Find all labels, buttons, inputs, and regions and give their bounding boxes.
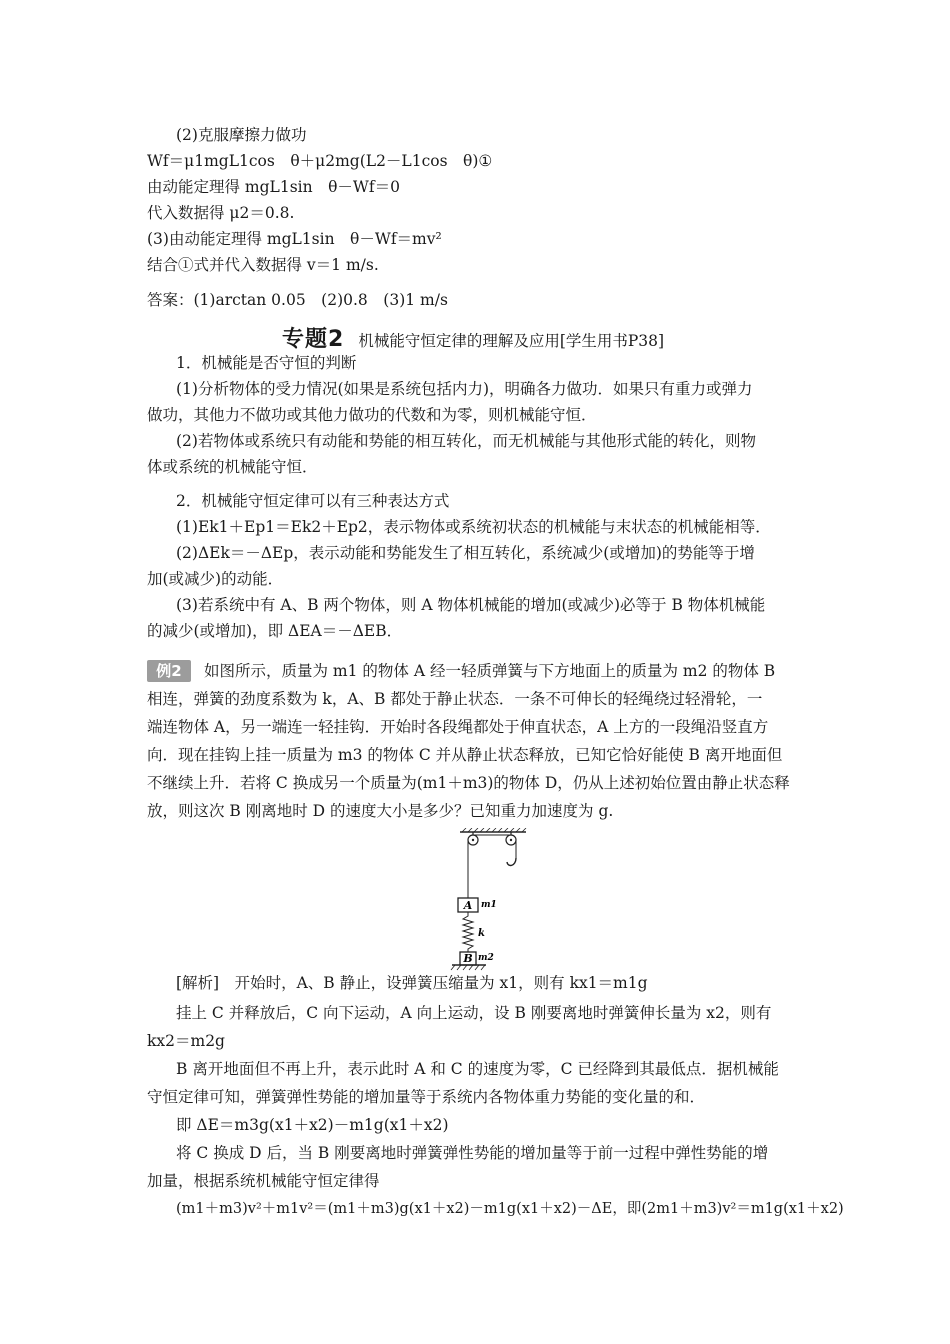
solution-line2: 挂上 C 并释放后，C 向下运动，A 向上运动，设 B 刚要离地时弹簧伸长量为 x2，则有 xyxy=(176,1004,772,1022)
topic-title: 机械能守恒定律的理解及应用[学生用书P38] xyxy=(358,332,665,350)
work-equation: Wf＝μ1mgL1cos θ＋μ2mg(L2－L1cos θ)① xyxy=(147,152,493,170)
spring-pulley-figure xyxy=(446,828,530,978)
spring xyxy=(463,912,473,952)
solution-line4: B 离开地面但不再上升，表示此时 A 和 C 的速度为零，C 已经降到其最低点．据机械能 xyxy=(176,1060,779,1078)
ceiling-support xyxy=(460,828,526,832)
example-line5: 不继续上升．若将 C 换成另一个质量为(m1＋m3)的物体 D，仍从上述初始位置由静止状态释 xyxy=(147,774,790,792)
example-line3: 端连物体 A，另一端连一轻挂钩．开始时各段绳都处于伸直状态，A 上方的一段绳沿竖直方 xyxy=(147,718,769,736)
section2-expression2-line1: (2)ΔEk＝－ΔEp，表示动能和势能发生了相互转化，系统减少(或增加)的势能等于增 xyxy=(176,544,755,562)
section1-p1-line1: (1)分析物体的受力情况(如果是系统包括内力)，明确各力做功．如果只有重力或弹力 xyxy=(176,380,753,398)
topic-heading xyxy=(282,322,665,352)
section2-expression3-line1: (3)若系统中有 A、B 两个物体，则 A 物体机械能的增加(或减少)必等于 B 物体机械能 xyxy=(176,596,766,614)
section1-title: 1．机械能是否守恒的判断 xyxy=(176,354,357,372)
part3-equation: (3)由动能定理得 mgL1sin θ－Wf＝mv² xyxy=(147,230,442,248)
section1-p2-line1: (2)若物体或系统只有动能和势能的相互转化，而无机械能与其他形式能的转化，则物 xyxy=(176,432,756,450)
solution-line6: 即 ΔE＝m3g(x1＋x2)－m1g(x1＋x2) xyxy=(176,1116,449,1134)
label-m2: m2 xyxy=(478,953,494,963)
answer-line: 答案：(1)arctan 0.05 (2)0.8 (3)1 m/s xyxy=(147,291,448,309)
example-badge: 例2 xyxy=(147,660,191,682)
pulley-left xyxy=(468,832,478,845)
solution-line7: 将 C 换成 D 后，当 B 刚要离地时弹簧弹性势能的增加量等于前一过程中弹性势能的增 xyxy=(176,1144,769,1162)
section2-expression1: (1)Ek1＋Ep1＝Ek2＋Ep2，表示物体或系统初状态的机械能与末状态的机械能相等． xyxy=(176,518,771,536)
hook-icon xyxy=(507,858,516,865)
ground xyxy=(451,965,486,970)
solution-line8: 加量，根据系统机械能守恒定律得 xyxy=(147,1172,380,1190)
solution-line9: (m1＋m3)v²＋m1v²＝(m1＋m3)g(x1＋x2)－m1g(x1＋x2)－ΔE，即(2m1＋m3)v²＝m1g(x1＋x2) xyxy=(176,1201,844,1217)
label-A: A xyxy=(463,899,473,912)
part2-label: (2)克服摩擦力做功 xyxy=(176,126,307,144)
section1-p1-line2: 做功，其他力不做功或其他力做功的代数和为零，则机械能守恒． xyxy=(147,406,597,424)
label-k: k xyxy=(478,928,485,939)
ke-theorem-equation: 由动能定理得 mgL1sin θ－Wf＝0 xyxy=(147,178,400,196)
solution-line3: kx2＝m2g xyxy=(147,1032,225,1050)
example-line6: 放，则这次 B 刚离地时 D 的速度大小是多少？已知重力加速度为 g. xyxy=(147,802,614,820)
section2-title: 2．机械能守恒定律可以有三种表达方式 xyxy=(176,492,450,510)
example-line1: 如图所示，质量为 m1 的物体 A 经一轻质弹簧与下方地面上的质量为 m2 的物体 B xyxy=(204,662,776,680)
topic-label: 专题2 xyxy=(282,327,345,352)
solution-line1: [解析] 开始时，A、B 静止，设弹簧压缩量为 x1，则有 kx1＝m1g xyxy=(176,974,648,992)
section2-expression2-line2: 加(或减少)的动能． xyxy=(147,570,284,588)
label-m1: m1 xyxy=(481,900,497,910)
label-B: B xyxy=(463,952,473,965)
example-line2: 相连，弹簧的劲度系数为 k，A、B 都处于静止状态．一条不可伸长的轻绳绕过轻滑轮，一 xyxy=(147,690,763,708)
pulley-right xyxy=(506,832,516,845)
solution-line5: 守恒定律可知，弹簧弹性势能的增加量等于系统内各物体重力势能的变化量的和． xyxy=(147,1088,706,1106)
section2-expression3-line2: 的减少(或增加)，即 ΔEA＝－ΔEB． xyxy=(147,622,403,640)
mu2-result: 代入数据得 μ2＝0.8. xyxy=(147,204,295,222)
section1-p2-line2: 体或系统的机械能守恒． xyxy=(147,458,318,476)
example-line4: 向．现在挂钩上挂一质量为 m3 的物体 C 并从静止状态释放，已知它恰好能使 B 离开地面但 xyxy=(147,746,783,764)
velocity-result: 结合①式并代入数据得 v＝1 m/s. xyxy=(147,256,379,274)
